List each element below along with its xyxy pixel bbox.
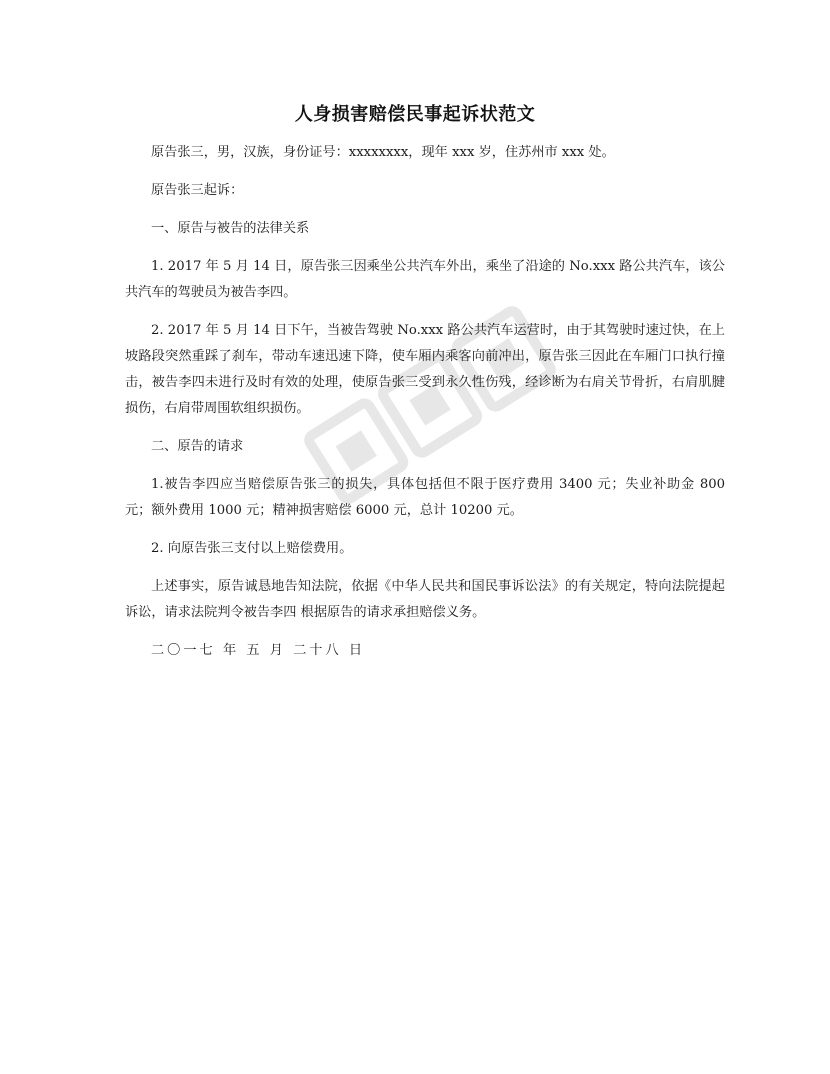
- fact-paragraph-1: 1. 2017 年 5 月 14 日，原告张三因乘坐公共汽车外出，乘坐了沿途的 No.xxx 路公共汽车，该公共汽车的驾驶员为被告李四。: [125, 259, 725, 300]
- request-paragraph-2: 2. 向原告张三支付以上赔偿费用。: [151, 541, 353, 556]
- section-heading-requests: 二、原告的请求: [151, 439, 244, 454]
- complaint-intro-paragraph: 原告张三起诉：: [151, 183, 244, 198]
- request-paragraph-1: 1.被告李四应当赔偿原告张三的损失，具体包括但不限于医疗费用 3400 元；失业补助金 800 元；额外费用 1000 元；精神损害赔偿 6000 元，总计 10200 元。: [125, 477, 725, 518]
- document-date: 二〇一七 年 五 月 二十八 日: [151, 643, 366, 658]
- document-title: 人身损害赔偿民事起诉状范文: [294, 104, 536, 125]
- fact-paragraph-2: 2. 2017 年 5 月 14 日下午，当被告驾驶 No.xxx 路公共汽车运营时，由于其驾驶时速过快，在上坡路段突然重踩了刹车，带动车速迅速下降，使车厢内乘客向前冲出，原告张三因此在车厢门口执行撞击，被告李四未进行及时有效的处理，使原告张三受到永久性伤残，经诊断为右肩关节骨折，右肩肌腱损伤，右肩带周围软组织损伤。: [125, 323, 725, 416]
- closing-paragraph: 上述事实，原告诚恳地告知法院，依据《中华人民共和国民事诉讼法》的有关规定，特向法院提起诉讼，请求法院判令被告李四 根据原告的请求承担赔偿义务。: [125, 579, 725, 620]
- plaintiff-info-paragraph: 原告张三，男，汉族，身份证号：xxxxxxxx，现年 xxx 岁，住苏州市 xxx 处。: [151, 145, 615, 160]
- section-heading-legal-relationship: 一、原告与被告的法律关系: [151, 221, 310, 236]
- document-body: [125, 140, 725, 676]
